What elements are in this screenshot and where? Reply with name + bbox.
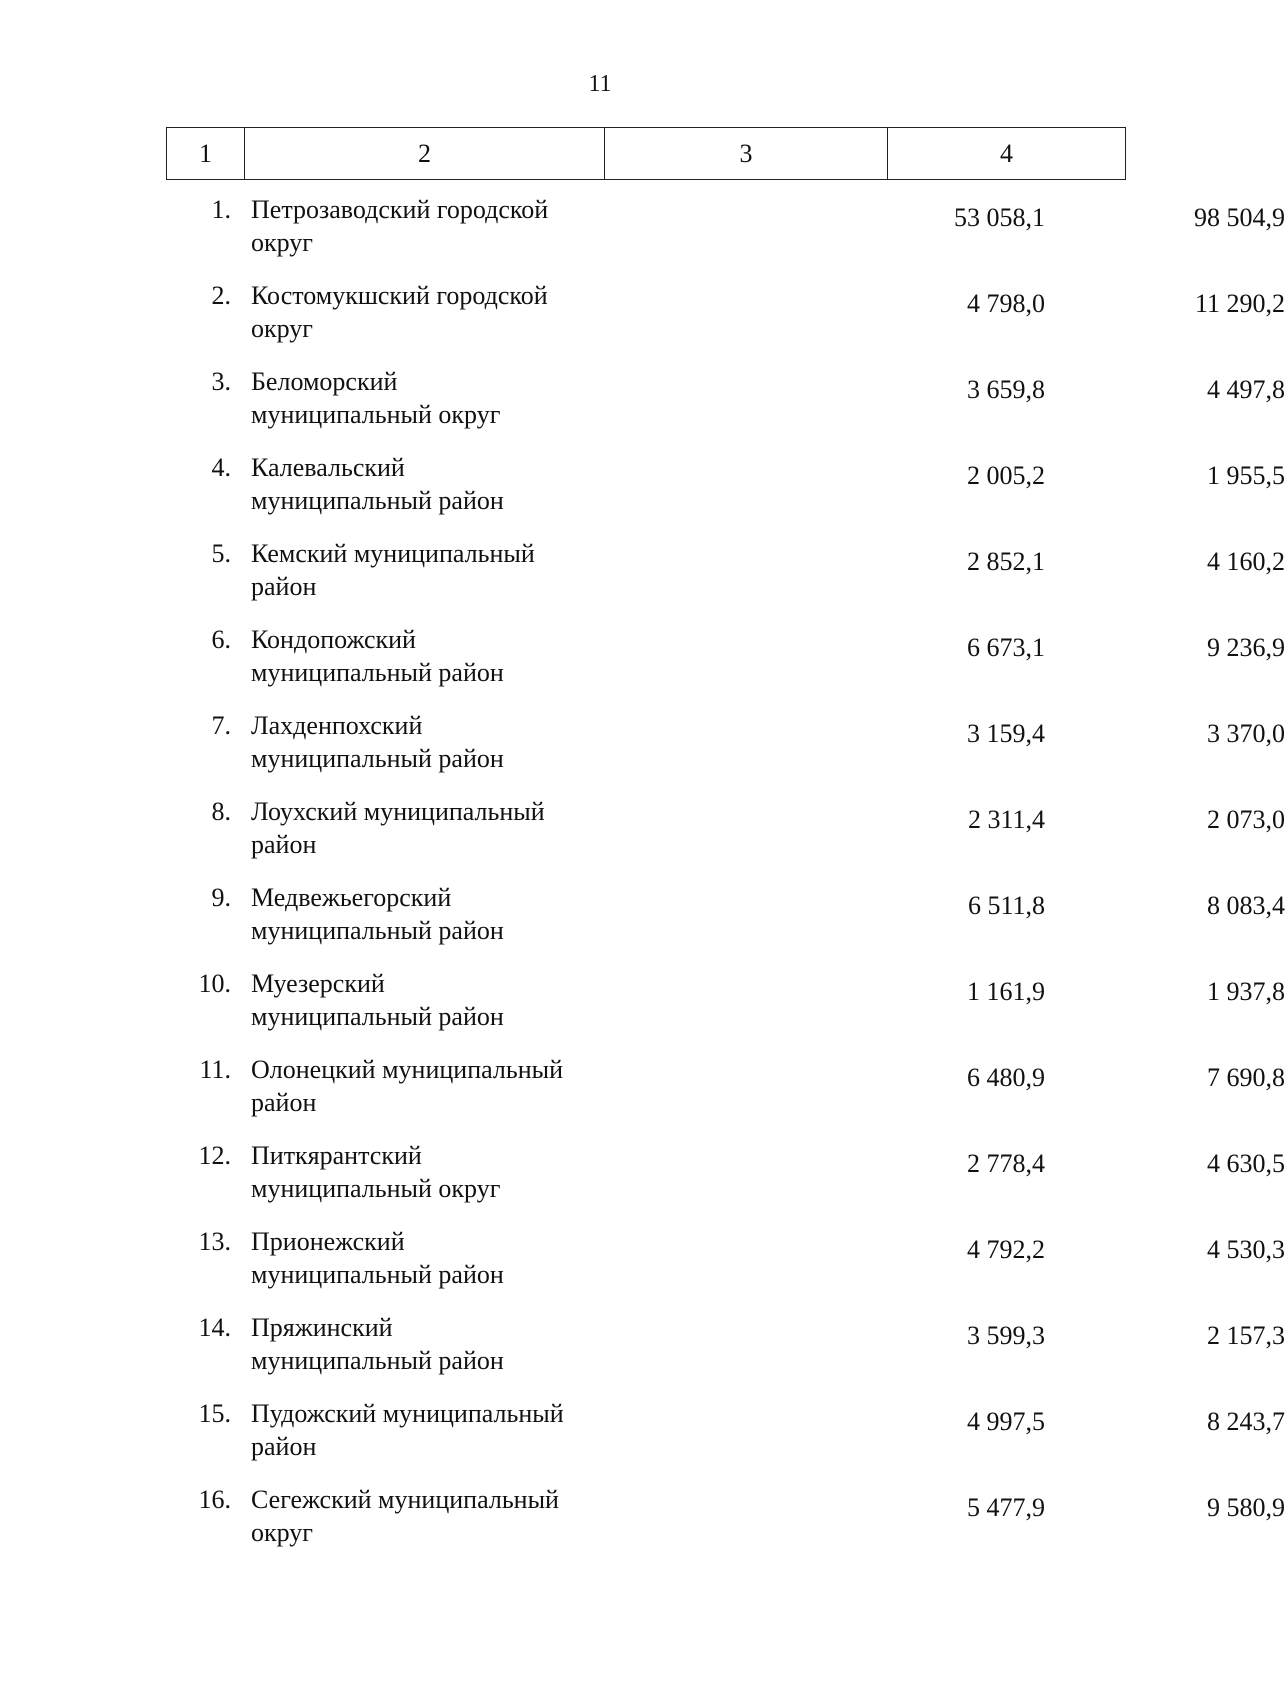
row-number: 16.	[198, 1485, 231, 1514]
value-col-4: 1 937,8	[1207, 977, 1285, 1006]
value-col-3: 1 161,9	[967, 977, 1045, 1006]
value-col-4: 4 497,8	[1207, 375, 1285, 404]
table-row	[166, 1135, 1285, 1221]
municipality-name-line2: муниципальный район	[251, 744, 504, 773]
municipality-name-line2: округ	[251, 314, 313, 343]
value-col-4: 7 690,8	[1207, 1063, 1285, 1092]
value-col-4: 8 083,4	[1207, 891, 1285, 920]
table-row	[166, 189, 1285, 275]
table-body	[166, 189, 1285, 1565]
municipality-name-line1: Беломорский	[251, 367, 398, 396]
value-col-4: 2 157,3	[1207, 1321, 1285, 1350]
table-row	[166, 619, 1285, 705]
table-row	[166, 361, 1285, 447]
value-col-4: 9 236,9	[1207, 633, 1285, 662]
municipality-name-line1: Сегежский муниципальный	[251, 1485, 559, 1514]
table-row	[166, 1221, 1285, 1307]
table-row	[166, 533, 1285, 619]
page-number: 11	[588, 71, 612, 97]
municipality-name-line2: муниципальный район	[251, 1002, 504, 1031]
row-number: 8.	[211, 797, 231, 826]
value-col-3: 6 673,1	[967, 633, 1045, 662]
row-number: 2.	[211, 281, 231, 310]
value-col-4: 8 243,7	[1207, 1407, 1285, 1436]
table-row	[166, 447, 1285, 533]
table-row	[166, 705, 1285, 791]
table-row	[166, 1307, 1285, 1393]
row-number: 12.	[198, 1141, 231, 1170]
municipality-name-line1: Питкярантский	[251, 1141, 422, 1170]
value-col-4: 4 160,2	[1207, 547, 1285, 576]
municipality-name-line2: муниципальный округ	[251, 1174, 501, 1203]
municipality-name-line1: Пряжинский	[251, 1313, 393, 1342]
value-col-4: 9 580,9	[1207, 1493, 1285, 1522]
value-col-3: 6 511,8	[967, 891, 1045, 920]
municipality-name-line2: район	[251, 1088, 317, 1117]
municipality-name-line1: Олонецкий муниципальный	[251, 1055, 563, 1084]
table-header-row	[167, 128, 1126, 180]
row-number: 11.	[199, 1055, 231, 1084]
header-col-4: 4	[888, 128, 1126, 180]
municipality-name-line1: Муезерский	[251, 969, 385, 998]
municipality-name-line2: муниципальный район	[251, 1346, 504, 1375]
municipality-name-line1: Калевальский	[251, 453, 405, 482]
table-row	[166, 275, 1285, 361]
row-number: 5.	[211, 539, 231, 568]
table-header	[166, 127, 1126, 180]
table-row	[166, 877, 1285, 963]
municipality-name-line2: район	[251, 830, 317, 859]
table-row	[166, 1049, 1285, 1135]
value-col-4: 1 955,5	[1207, 461, 1285, 490]
municipality-name-line2: округ	[251, 228, 313, 257]
table-row	[166, 963, 1285, 1049]
value-col-3: 2 311,4	[967, 805, 1045, 834]
value-col-3: 2 852,1	[967, 547, 1045, 576]
municipality-name-line2: район	[251, 1432, 317, 1461]
municipality-name-line1: Костомукшский городской	[251, 281, 548, 310]
municipality-name-line2: округ	[251, 1518, 313, 1547]
value-col-4: 2 073,0	[1207, 805, 1285, 834]
value-col-3: 3 599,3	[967, 1321, 1045, 1350]
municipality-name-line1: Прионежский	[251, 1227, 405, 1256]
row-number: 9.	[211, 883, 231, 912]
value-col-4: 4 630,5	[1207, 1149, 1285, 1178]
row-number: 13.	[198, 1227, 231, 1256]
municipality-name-line1: Лахденпохский	[251, 711, 423, 740]
municipality-name-line2: муниципальный район	[251, 658, 504, 687]
value-col-4: 98 504,9	[1194, 203, 1285, 232]
row-number: 3.	[211, 367, 231, 396]
value-col-3: 4 997,5	[967, 1407, 1045, 1436]
municipality-name-line2: муниципальный район	[251, 1260, 504, 1289]
table-row	[166, 1479, 1285, 1565]
value-col-3: 4 792,2	[967, 1235, 1045, 1264]
value-col-3: 3 659,8	[967, 375, 1045, 404]
row-number: 4.	[211, 453, 231, 482]
value-col-3: 5 477,9	[967, 1493, 1045, 1522]
municipality-name-line1: Пудожский муниципальный	[251, 1399, 564, 1428]
header-col-1: 1	[167, 128, 245, 180]
municipality-name-line2: муниципальный район	[251, 916, 504, 945]
row-number: 14.	[198, 1313, 231, 1342]
value-col-3: 4 798,0	[967, 289, 1045, 318]
municipality-name-line1: Петрозаводский городской	[251, 195, 549, 224]
table-row	[166, 1393, 1285, 1479]
municipality-name-line1: Кондопожский	[251, 625, 416, 654]
table-row	[166, 791, 1285, 877]
value-col-4: 3 370,0	[1207, 719, 1285, 748]
value-col-3: 6 480,9	[967, 1063, 1045, 1092]
value-col-3: 3 159,4	[967, 719, 1045, 748]
row-number: 15.	[198, 1399, 231, 1428]
row-number: 1.	[211, 195, 231, 224]
row-number: 6.	[211, 625, 231, 654]
row-number: 10.	[198, 969, 231, 998]
municipality-name-line2: муниципальный район	[251, 486, 504, 515]
header-col-3: 3	[605, 128, 888, 180]
value-col-3: 2 778,4	[967, 1149, 1045, 1178]
value-col-3: 2 005,2	[967, 461, 1045, 490]
municipality-name-line2: муниципальный округ	[251, 400, 501, 429]
value-col-4: 11 290,2	[1194, 289, 1285, 318]
value-col-4: 4 530,3	[1207, 1235, 1285, 1264]
value-col-3: 53 058,1	[954, 203, 1045, 232]
municipality-name-line1: Кемский муниципальный	[251, 539, 535, 568]
municipality-name-line1: Медвежьегорский	[251, 883, 452, 912]
municipality-name-line1: Лоухский муниципальный	[251, 797, 545, 826]
header-col-2: 2	[245, 128, 605, 180]
municipality-name-line2: район	[251, 572, 317, 601]
row-number: 7.	[211, 711, 231, 740]
